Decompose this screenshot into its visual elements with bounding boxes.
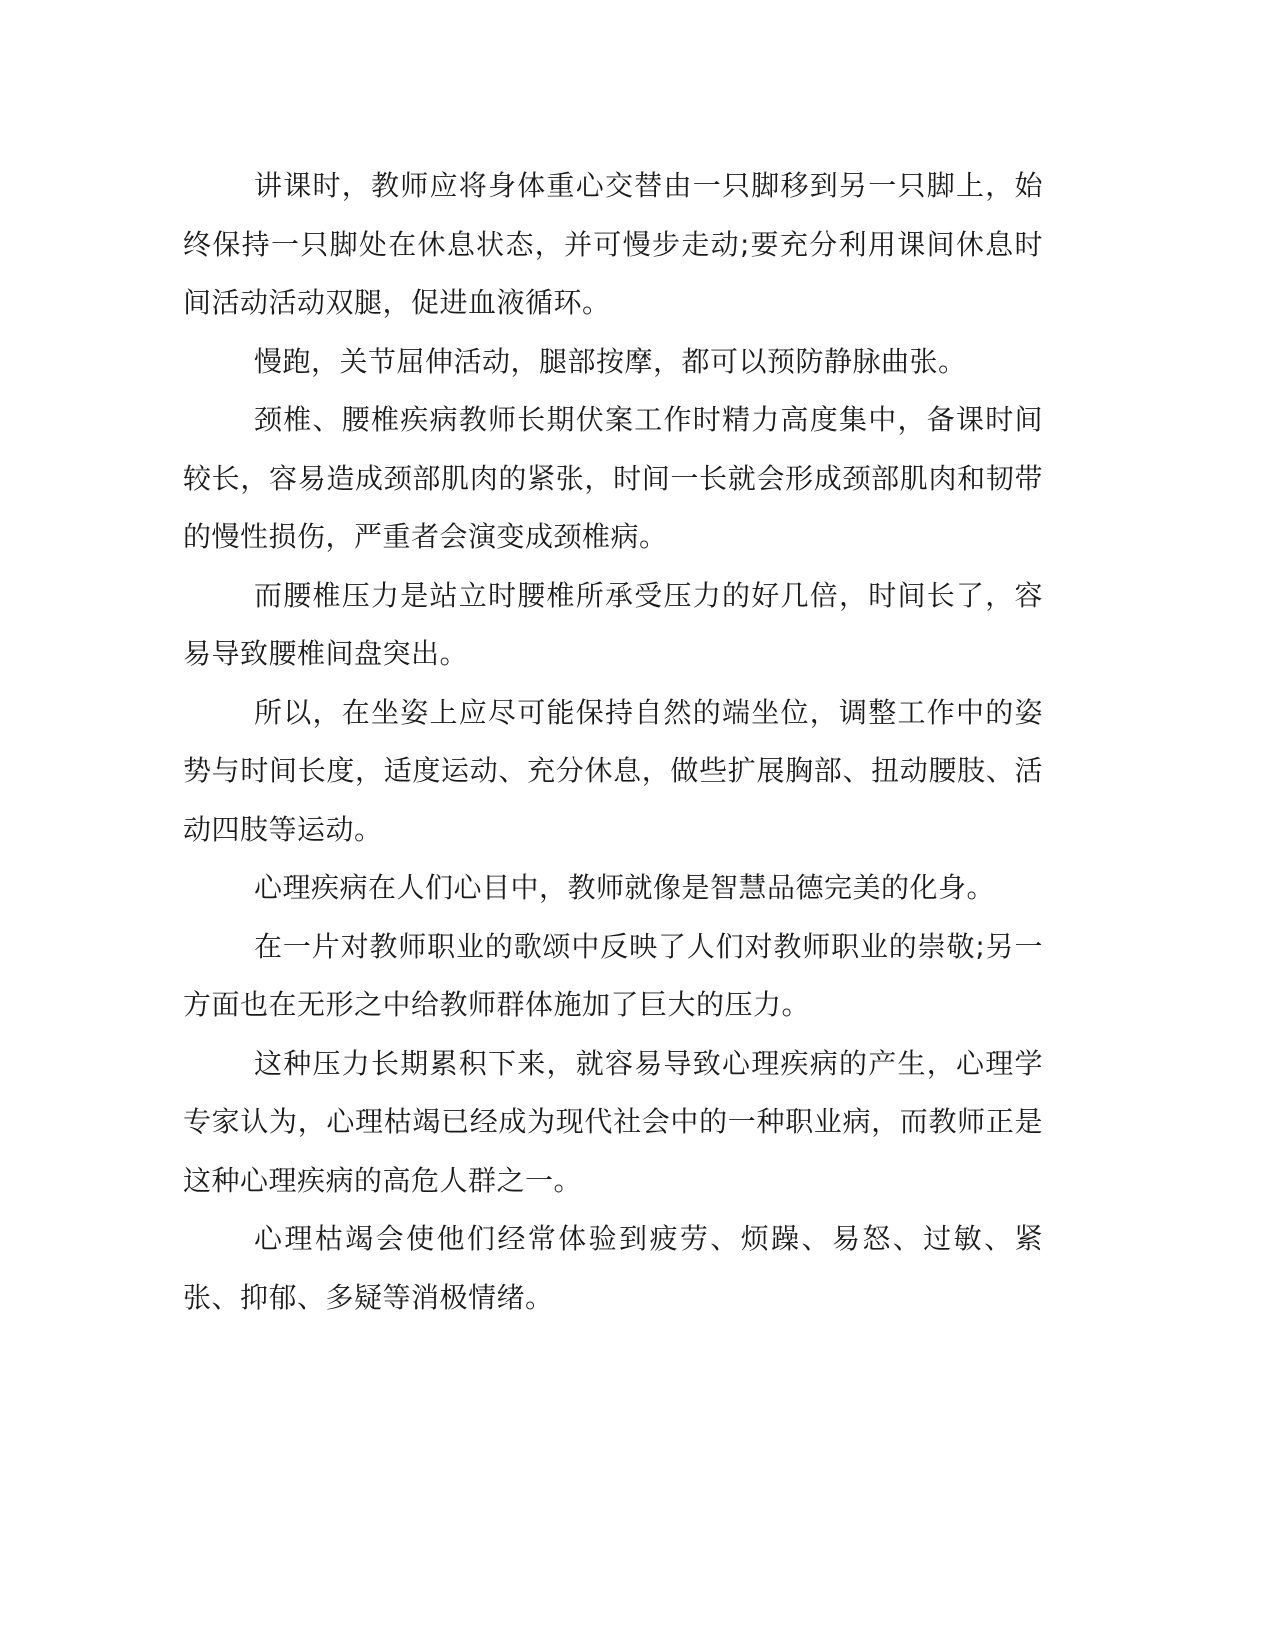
- paragraph: 心理枯竭会使他们经常体验到疲劳、烦躁、易怒、过敏、紧张、抑郁、多疑等消极情绪。: [183, 1222, 1043, 1314]
- document-body: [183, 157, 1043, 1327]
- paragraph: 慢跑，关节屈伸活动，腿部按摩，都可以预防静脉曲张。: [254, 344, 967, 378]
- paragraph: 在一片对教师职业的歌颂中反映了人们对教师职业的崇敬;另一方面也在无形之中给教师群体施加了巨大的压力。: [183, 929, 1043, 1021]
- paragraph: 颈椎、腰椎疾病教师长期伏案工作时精力高度集中，备课时间较长，容易造成颈部肌肉的紧张，时间一长就会形成颈部肌肉和韧带的慢性损伤，严重者会演变成颈椎病。: [183, 403, 1043, 553]
- paragraph: 这种压力长期累积下来，就容易导致心理疾病的产生，心理学专家认为，心理枯竭已经成为现代社会中的一种职业病，而教师正是这种心理疾病的高危人群之一。: [183, 1046, 1043, 1197]
- paragraph: 讲课时，教师应将身体重心交替由一只脚移到另一只脚上，始终保持一只脚处在休息状态，并可慢步走动;要充分利用课间休息时间活动活动双腿，促进血液循环。: [183, 169, 1043, 319]
- paragraph: 心理疾病在人们心目中，教师就像是智慧品德完美的化身。: [254, 871, 996, 904]
- paragraph: 所以，在坐姿上应尽可能保持自然的端坐位，调整工作中的姿势与时间长度，适度运动、充分休息，做些扩展胸部、扭动腰肢、活动四肢等运动。: [183, 695, 1043, 846]
- paragraph: 而腰椎压力是站立时腰椎所承受压力的好几倍，时间长了，容易导致腰椎间盘突出。: [183, 578, 1043, 670]
